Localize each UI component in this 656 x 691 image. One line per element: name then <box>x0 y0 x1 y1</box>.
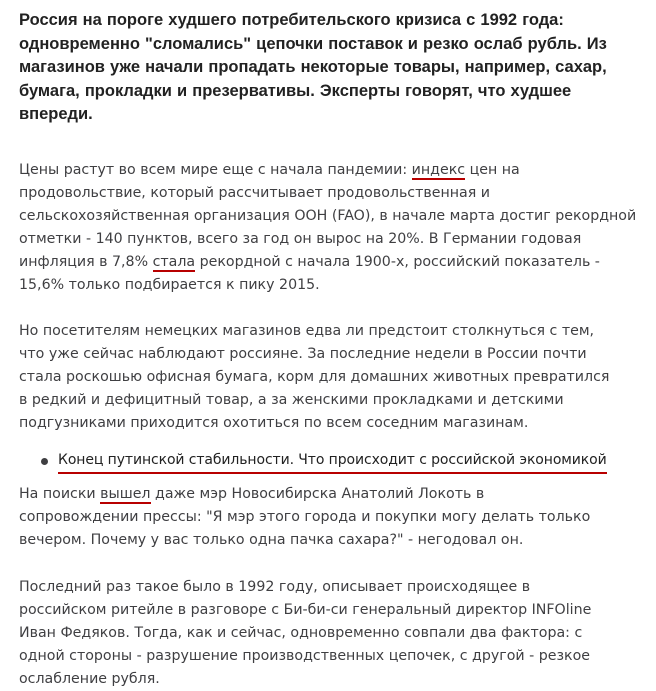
text: одной стороны - разрушение производственных цепочек, с другой - резкое <box>19 647 591 664</box>
lead-line: впереди. <box>19 105 93 123</box>
text: что уже сейчас наблюдают россияне. За последние недели в России почти <box>19 345 587 362</box>
link-index[interactable]: индекс <box>411 161 466 178</box>
text: Иван Федяков. Тогда, как и сейчас, одновременно совпали два фактора: с <box>19 624 583 641</box>
text: инфляция в 7,8% <box>19 253 153 270</box>
link-vyshel[interactable]: вышел <box>100 485 151 502</box>
bullet-icon <box>41 458 48 465</box>
article-lead <box>19 9 644 127</box>
text: Цены растут во всем мире еще с начала пандемии: <box>19 161 412 178</box>
paragraph-1992 <box>19 576 644 691</box>
text: Но посетителям немецких магазинов едва ли предстоит столкнуться с тем, <box>19 322 595 339</box>
lead-line: одновременно "сломались" цепочки поставок и резко ослаб рубль. Из <box>19 34 607 53</box>
text: ослабление рубля. <box>19 670 160 687</box>
paragraph-mayor <box>19 483 644 552</box>
text: 15,6% только подбирается к пику 2015. <box>19 276 320 293</box>
text: сельскохозяйственная организация ООН (FAO), в начале марта достиг рекордной <box>19 207 637 224</box>
text: рекордной с начала 1900-х, российский показатель - <box>195 253 600 270</box>
text: российском ритейле в разговоре с Би-би-си генеральный директор INFOline <box>19 601 592 618</box>
related-article-link[interactable]: Конец путинской стабильности. Что происходит с российской экономикой <box>58 449 607 474</box>
text: даже мэр Новосибирска Анатолий Локоть в <box>150 485 485 502</box>
text: На поиски <box>19 485 101 502</box>
text: продовольствие, который рассчитывает продовольственная и <box>19 184 490 201</box>
text: подгузниками приходится охотиться по всем соседним магазинам. <box>19 414 529 431</box>
text: сопровождении прессы: "Я мэр этого города и покупки могу делать только <box>19 508 591 525</box>
text: Последний раз такое было в 1992 году, описывает происходящее в <box>19 578 531 595</box>
paragraph-prices <box>19 159 644 297</box>
text: в редкий и дефицитный товар, а за женскими прокладками и детскими <box>19 391 564 408</box>
text: отметки - 140 пунктов, всего за год он вырос на 20%. В Германии годовая <box>19 230 582 247</box>
link-stala[interactable]: стала <box>152 253 196 270</box>
article-body <box>19 0 644 691</box>
lead-line: бумага, прокладки и презервативы. Эксперты говорят, что худшее <box>19 81 572 100</box>
text: цен на <box>465 161 520 178</box>
related-article-item <box>19 449 644 475</box>
text: стала роскошью офисная бумага, корм для домашних животных превратился <box>19 368 610 385</box>
text: вечером. Почему у вас только одна пачка сахара?" - негодовал он. <box>19 531 524 548</box>
lead-line: магазинов уже начали пропадать некоторые товары, например, сахар, <box>19 58 607 76</box>
lead-line: Россия на пороге худшего потребительского кризиса с 1992 года: <box>19 11 564 29</box>
paragraph-shoppers <box>19 320 644 435</box>
